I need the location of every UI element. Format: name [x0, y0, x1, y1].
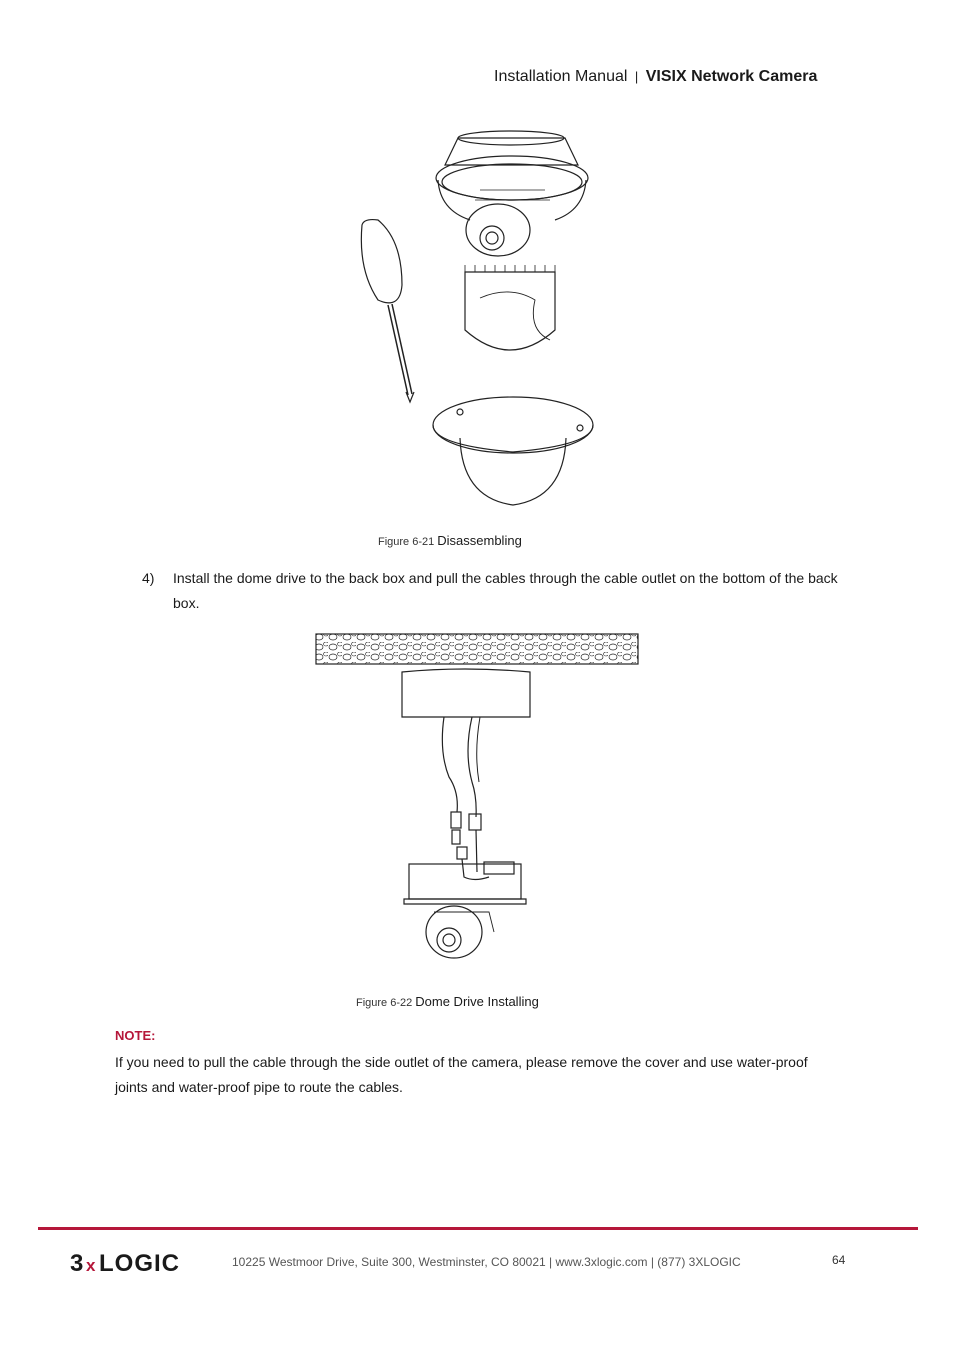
figure-caption-disassembling — [378, 533, 522, 548]
figure-caption-text: Disassembling — [437, 533, 522, 548]
figure-number: Figure 6-21 — [378, 536, 435, 548]
doc-title: Installation Manual — [494, 68, 628, 85]
svg-text:3: 3 — [70, 1250, 84, 1277]
page-number: 64 — [832, 1253, 846, 1267]
svg-text:x: x — [86, 1256, 96, 1275]
footer-divider — [38, 1227, 918, 1230]
page-header — [494, 68, 817, 86]
figure-number: Figure 6-22 — [356, 997, 413, 1009]
step-text: Install the dome drive to the back box and pull the cables through the cable outlet on the bottom of the back box. — [173, 570, 838, 611]
header-separator: | — [634, 69, 639, 84]
footer-contact-info: 10225 Westmoor Drive, Suite 300, Westminster, CO 80021 | www.3xlogic.com | (877) 3XLOGIC — [232, 1255, 741, 1269]
product-name: VISIX Network Camera — [645, 68, 818, 85]
3xlogic-logo — [70, 1247, 210, 1277]
figure-disassembling-illustration — [350, 120, 600, 520]
note-heading: NOTE: — [115, 1028, 156, 1043]
figure-dome-drive-installing-illustration — [314, 632, 642, 972]
note-body: If you need to pull the cable through the side outlet of the camera, please remove the cover and use water-proof joints and water-proof pipe to route the cables. — [115, 1054, 808, 1095]
step-index: 4) — [142, 570, 155, 586]
figure-caption-text: Dome Drive Installing — [415, 994, 539, 1009]
svg-text:LOGIC: LOGIC — [99, 1250, 180, 1277]
figure-caption-dome-drive — [356, 994, 539, 1009]
